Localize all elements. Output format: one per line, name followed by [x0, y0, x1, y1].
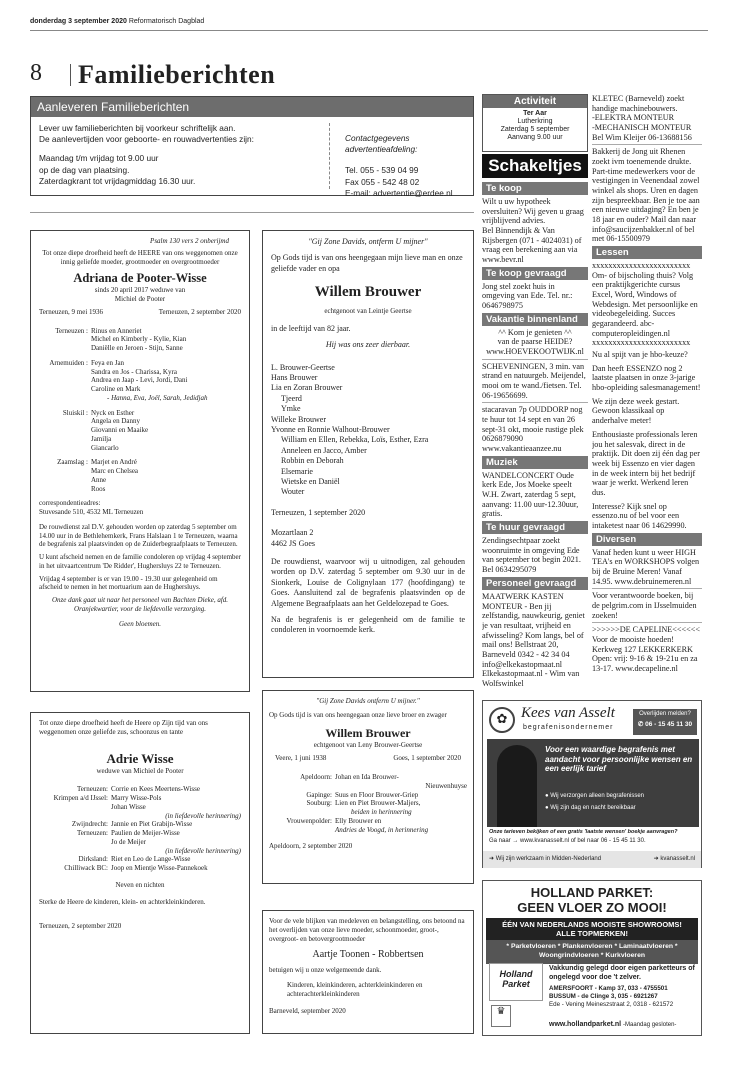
fax: Fax 055 - 542 48 02: [345, 176, 420, 187]
tel: Tel. 055 - 539 04 99: [345, 165, 419, 176]
category-heading: Te koop gevraagd: [482, 267, 588, 280]
time-line: Maandag t/m vrijdag tot 9.00 uur: [39, 153, 159, 164]
holland-title: HOLLAND PARKET:: [530, 885, 654, 900]
schakeltjes-col1: [482, 180, 588, 720]
deceased-name: Aartje Toonen - Robbertsen: [312, 949, 424, 961]
born: Terneuzen, 9 mei 1936: [39, 307, 104, 316]
ad: >>>>>>DE CAPELINE<<<<<< Voor de mooiste hoeden! Kerkweg 127 LEKKERKERK Open: vrij: 9-16 & 19-21u en za 13-17. www.decapeline.nl: [592, 625, 700, 673]
sub: echtgenoot van Leintje Geertse: [324, 307, 412, 316]
holland-list: * Parketvloeren * Plankenvloeren * Laminaatvloeren * Woongrindvloeren * Kurkvloeren: [486, 940, 698, 964]
line: Hij was ons zeer dierbaar.: [325, 340, 411, 350]
ad: Bel Wim Kleijer 06-13688156: [592, 133, 702, 146]
family-group: Arnemuiden : Feya en Jan Sandra en Jos - Charissa, Kyra Andrea en Jaap - Levi, Jordi, Dani Caroline en Mark - Hanna, Eva, Joël, Sarah, Jedidjah: [49, 358, 208, 402]
ad: Nu al spijt van je hbo-keuze?: [592, 350, 688, 360]
address: Mozartlaan 2: [271, 528, 314, 538]
category-heading: Muziek: [482, 456, 588, 469]
quote: "Gij Zone Davids ontferm U mijner.": [316, 697, 420, 705]
sub: Michiel de Pooter: [114, 295, 166, 303]
intro-line: Lever uw familieberichten bij voorkeur schriftelijk aan.: [39, 123, 236, 133]
notice-adrie: [30, 712, 250, 1034]
paragraph: De rouwdienst, waarvoor wij u uitnodigen, zal gehouden worden op D.V. zaterdag 5 september om 9.30 uur in de Sionkerk, Louise de Colignylaan 177 (hoofdingang) te Goes. Aansluitend zal de begrafenis plaatsvinden op de Algemene Begraafplaats aan het Geldelozepad te Goes.: [271, 556, 465, 608]
psalm: Psalm 130 vers 2 onberijmd: [150, 237, 229, 245]
family-group: Vrouwenpolder: Elly Brouwer en Andries de Voogd, in herinnering: [286, 816, 429, 834]
category-heading: Te huur gevraagd: [482, 521, 588, 534]
family-group: Zaamslag : Marjet en André Marc en Chelsea Anne Roos: [57, 458, 139, 493]
category-heading: Personeel gevraagd: [482, 577, 588, 590]
ad: Dan heeft ESSENZO nog 2 laatste plaatsen in onze 3-jarige hbo-opleiding salesmanagement!: [592, 363, 701, 393]
schakeltjes-col2: [592, 94, 702, 694]
person-photo-icon: [497, 745, 537, 827]
dateline: donderdag 3 september 2020 Reformatorisch Dagblad: [30, 18, 205, 25]
ad: Voor verantwoorde boeken, bij de pelgrim.com in IJsselmuiden zoeken!: [592, 589, 702, 623]
ad: -MECHANISCH MONTEUR: [592, 123, 692, 133]
aanleveren-title: Aanleveren Familieberichten: [31, 97, 473, 117]
contact-title: Contactgegevens advertentieafdeling:: [345, 133, 418, 155]
kees-go[interactable]: Ga naar → www.kvanasselt.nl of bel naar 06 - 15 45 11 30.: [489, 838, 646, 844]
ad: Bakkerij de Jong uit Rhenen zoekt ivm toenemende drukte. Part-time medewerkers voor de vestigingen in Veenendaal zowel winkel als shops. Uren en dagen zijn bespreekbaar. Ben je toe aan een nieuwe uitdaging? En ben je 18 jaar en ouder? Mail dan naar info@saucijzenbakker.nl of bel met 06-15500979: [592, 147, 700, 244]
place: Terneuzen, 1 september 2020: [271, 507, 366, 517]
time-line: op de dag van plaatsing.: [39, 164, 130, 175]
ad: WANDELCONCERT Oude kerk Ede, Jos Moeke speelt W.H. Zwart, zaterdag 5 sept, aanvang: 11.00 uur-12.30uur, gratis.: [482, 470, 579, 519]
kees-banner: [487, 739, 699, 827]
ad: ^^ Kom je genieten ^^: [498, 327, 572, 337]
sub: sinds 20 april 2017 weduwe van: [94, 286, 186, 295]
ad: Enthousiaste professionals leren jou het salesvak, direct in de praktijk. Dit doen zij één dag per week bij Essenzo en vier dagen in de week intern bij het bedrijf waar je werkt. Werkend leren dus.: [592, 429, 700, 497]
ad: SCHEVENINGEN, 3 min. van strand en natuurgeb. Meijendel, mooi om te wand./fietsen. Tel. 06-19656699.: [482, 360, 588, 404]
sub: weduwe van Michiel de Pooter: [96, 766, 184, 775]
intro-line: De aanlevertijden voor geboorte- en rouwadvertenties zijn:: [39, 134, 254, 145]
title-divider: [70, 64, 71, 86]
kees-phone-box[interactable]: Overlijden melden? ✆ 06 - 15 45 11 30: [633, 709, 697, 735]
intro: Tot onze diepe droefheid heeft de Heere op Zijn tijd van ons weggenomen onze geliefde zus, schoonzus en tante: [39, 719, 208, 736]
schakeltjes-title: Schakeltjes: [482, 154, 588, 178]
ad: Om- of bijscholing thuis? Volg een praktijkgerichte cursus Excel, Word, Windows of Webdesign. Met persoonlijke en videobegeleiding. Succes gegarandeerd. abc-computeropleidingen.nl: [592, 270, 698, 338]
divider: [329, 123, 330, 189]
ad: www.HOEVEKOOTWIJK.nl: [482, 347, 588, 360]
kees-bullet: ● Wij verzorgen alleen begrafenissen: [545, 793, 645, 799]
notice-aartje: [262, 910, 474, 1034]
email-link[interactable]: E-mail: advertentie@erdee.nl: [345, 187, 453, 198]
died: Goes, 1 september 2020: [393, 754, 461, 763]
aanleveren-box: [30, 96, 474, 196]
kees-bullet: ● Wij zijn dag en nacht bereikbaar: [545, 805, 636, 811]
sub: echtgenoot van Leny Brouwer-Geertse: [313, 740, 423, 749]
ad: Wilt u uw hypotheek oversluiten? Wij geven u graag vrijblijvend advies.: [482, 197, 584, 226]
time-line: Zaterdagkrant tot vrijdagmiddag 16.30 uur.: [39, 175, 196, 186]
place: Apeldoorn, 2 september 2020: [269, 842, 353, 851]
category-heading: Lessen: [592, 246, 702, 259]
quote: "Gij Zone Davids, ontferm U mijner": [308, 237, 428, 246]
ad: xxxxxxxxxxxxxxxxxxxxxxxx: [592, 261, 691, 271]
ad: -ELEKTRA MONTEUR: [592, 113, 675, 123]
kees-offer: Onze tarieven bekijken of een gratis 'laatste wensen' boekje aanvragen?: [489, 829, 678, 835]
born: Veere, 1 juni 1938: [275, 754, 327, 763]
thanks: betuigen wij u onze welgemeende dank.: [269, 966, 382, 975]
family-group: Terneuzen: Corrie en Kees Meertens-Wisse: [77, 785, 200, 794]
holland-footer[interactable]: www.hollandparket.nl -Maandag gesloten-: [549, 1021, 677, 1028]
kees-brand: Kees van Asselt: [521, 705, 615, 721]
kees-tag: begrafenisondernemer: [523, 724, 614, 731]
notice-adriana: [30, 230, 250, 692]
holland-title: GEEN VLOER ZO MOOI!: [517, 900, 667, 915]
place: Terneuzen, 2 september 2020: [39, 922, 122, 931]
family-group: Dirksland: Riet en Leo de Lange-Wisse: [78, 855, 191, 864]
ad: We zijn deze week gestart. Gewoon klassikaal op anderhalve meter!: [592, 396, 680, 426]
family-group: Zwijndrecht: Jannie en Piet Grabijn-Wisse: [71, 820, 193, 829]
family-group: Terneuzen : Rinus en Anneriet Michel en Kimberly - Kylie, Kian Daniëlle en Jeroen - Stijn, Sanne: [55, 326, 187, 352]
deceased-name: Willem Brouwer: [314, 284, 422, 301]
category-heading: Vakantie binnenland: [482, 313, 588, 326]
holland-logo: Holland Parket: [489, 963, 543, 1001]
family: Kinderen, kleinkinderen, achterkleinkinderen en achterachterkleinkinderen: [287, 981, 423, 998]
notice-willem-2: [262, 690, 474, 884]
family-group: Krimpen a/d IJssel: Marry Wisse-Pols Johan Wisse (in liefdevolle herinnering): [53, 794, 241, 820]
intro: Op Gods tijd is van ons heengegaan mijn lieve man en onze geliefde vader en opa: [271, 253, 463, 273]
paragraph: De rouwdienst zal D.V. gehouden worden op zaterdag 5 september om 14.00 uur in de Bethlehemkerk, Frans Halslaan 1 te Terneuzen, waarna de begrafenis zal plaatsvinden op de Zuiderbegraafplaats te Terneuzen.: [39, 522, 238, 549]
category-heading: Te koop: [482, 182, 588, 195]
deceased-name: Adrie Wisse: [106, 750, 174, 766]
paragraph: Geen bloemen.: [119, 619, 161, 628]
rule: [30, 212, 474, 213]
ad-kees-van-asselt[interactable]: [482, 700, 702, 868]
holland-addresses: AMERSFOORT - Kamp 37, 033 - 4755501 BUSSUM - de Clinge 3, 035 - 6921267 Ede - Vening Meineszstraat 2, 0318 - 621572: [549, 985, 674, 1009]
paragraph: Na de begrafenis is er gelegenheid om de familie te condoleren in voornoemde kerk.: [271, 614, 465, 635]
correspondence-title: correspondentieadres:: [39, 499, 101, 508]
notice-willem-1: [262, 230, 474, 678]
family-group: Apeldoorn: Johan en Ida Brouwer- Nieuwenhuyse: [300, 773, 467, 790]
died: Terneuzen, 2 september 2020: [158, 307, 241, 316]
place: Barneveld, september 2020: [269, 1006, 346, 1015]
address: 4462 JS Goes: [271, 538, 316, 548]
section-title: Familieberichten: [78, 60, 276, 89]
intro: Op Gods tijd is van ons heengegaan onze lieve broer en zwager: [269, 710, 447, 719]
paragraph: Vrijdag 4 september is er van 19.00 - 19.30 uur gelegenheid om afscheid te nemen in het mortuarium aan de Hughersluys.: [39, 574, 218, 592]
ad: stacaravan 7p OUDDORP nog te huur tot 14 sept en van 26 sept-31 okt, mooie rustige plek 0626879090 www.vakantieaanzee.nu: [482, 405, 584, 454]
holland-advice: Vakkundig gelegd door eigen parketteurs of ongelegd voor doe 't zelver.: [549, 965, 695, 981]
deceased-name: Willem Brouwer: [325, 725, 411, 740]
ad: Interesse? Kijk snel op essenzo.nu of bel voor een intaketest naar 06 14629990.: [592, 501, 687, 530]
ad-holland-parket[interactable]: HOLLAND PARKET: GEEN VLOER ZO MOOI! ÉÉN VAN NEDERLANDS MOOISTE SHOWROOMS! ALLE TOPMERKEN! * Parketvloeren * Plankenvloeren * Laminaatvloeren * Woongrindvloeren * Kurkvloeren Holland Parket Vakkundig gelegd door eigen parketteurs of ongelegd voor doe 't zelver. AMERSFOORT - Kamp 37, 033 - 4755501 BUSSUM - de Clinge 3, 035 - 6921267 Ede - Vening Meineszstraat 2, 0318 - 621572 ♛ www.hollandparket.nl -Maandag gesloten-: [482, 880, 702, 1036]
category-heading: Diversen: [592, 533, 702, 546]
intro: Tot onze diepe droefheid heeft de HEERE van ons weggenomen onze innig geliefde moeder, grootmoeder en overgrootmoeder: [42, 248, 238, 266]
neven: Neven en nichten: [115, 880, 165, 889]
ad: Vanaf heden kunt u weer HIGH TEA's en WORKSHOPS volgen bij de Bruine Meren! Vanaf 14.95. www.debruinemeren.nl: [592, 548, 702, 590]
ad: Bel Binnendijk & Van Rijsbergen (071 - 4024031) of vraag een berekening aan via www.bevr.nl: [482, 226, 582, 265]
ad: Jong stel zoekt huis in omgeving van Ede. Tel. nr.: 0646798975: [482, 281, 573, 311]
activiteit-box: Activiteit Ter Aar Lutherkring Zaterdag 5 september Aanvang 9.00 uur: [482, 94, 588, 152]
deceased-name: Adriana de Pooter-Wisse: [73, 271, 207, 286]
family-group: Terneuzen: Paulien de Meijer-Wisse Jo de Meijer (in liefdevolle herinnering): [77, 829, 241, 855]
ad: xxxxxxxxxxxxxxxxxxxxxxxx: [592, 338, 691, 348]
ad: MAATWERK KASTEN MONTEUR - Ben jij zelfstandig, nauwkeurig, geniet je van resultaat, vrijheid en afwisseling? Kom langs, bel of mail ons! Bellstraat 20, Barneveld 0342 - 42 34 04 info@elkekastopmaat.nl Elkekastopmaat.nl - Wim van Wolfswinkel: [482, 591, 585, 688]
page-number: 8: [30, 60, 42, 86]
schakeltjes-title-bar: [482, 154, 588, 178]
age: in de leeftijd van 82 jaar.: [271, 323, 351, 333]
family-group: Souburg: Lien en Piet Brouwer-Maljers, beiden in herinnering: [306, 799, 421, 816]
family-group: Sluiskil : Nyck en Esther Angela en Danny Giovanni en Maaike Jamilja Giancarlo: [62, 408, 149, 452]
paragraph: U kunt afscheid nemen en de familie condoleren op vrijdag 4 september in het uitvaartcentrum 'De Ridder', Hughersluys 22 te Terneuzen.: [39, 553, 241, 570]
family-group: Chilliwack BC: Joop en Mientje Wisse-Pannekoek: [64, 864, 208, 872]
kees-pitch: Voor een waardige begrafenis met aandacht voor persoonlijke wensen en een eerlijk tarief: [545, 745, 693, 774]
activiteit-head: Activiteit: [483, 95, 587, 108]
emblem-icon: ♛: [491, 1005, 511, 1027]
intro: Voor de vele blijken van medeleven en belangstelling, ons betoond na het overlijden van onze lieve moeder, schoonmoeder, groot-, overgroot- en betovergrootmoeder: [269, 917, 465, 943]
ad: van de paarse HEIDE?: [497, 337, 573, 347]
kees-logo-icon: ✿: [489, 707, 515, 733]
kees-footer: ➜ Wij zijn werkzaam in Midden-Nederland ➜ kvanasselt.nl: [483, 851, 701, 868]
ad: Zendingsechtpaar zoekt woonruimte in omgeving Ede van september tot begin 2021. Bel 0634295079: [482, 536, 581, 575]
paragraph: Onze dank gaat uit naar het personeel van Bachten Dieke, afd. Oranjekwartier, voor de liefdevolle verzorging.: [51, 596, 229, 613]
family-group: Gapinge: Suus en Floor Brouwer-Griep: [306, 790, 419, 799]
family-list: L. Brouwer-Geertse Hans Brouwer Lia en Zoran Brouwer Tjeerd Ymke Willeke Brouwer Yvonne en Ronnie Walhout-Brouwer William en Ellen, Rebekka, Loïs, Esther, Ezra Anneleen en Jacco, Amber Robbin en Deborah Elsemarie Wietske en Daniël Wouter: [271, 362, 429, 497]
top-rule: [30, 30, 708, 31]
paragraph: Sterke de Heere de kinderen, klein- en achterkleinkinderen.: [39, 897, 206, 906]
ad: KLETEC (Barneveld) zoekt handige machinebouwers.: [592, 94, 685, 113]
correspondence-address: Stuvesande 510, 4532 ML Terneuzen: [39, 508, 144, 516]
